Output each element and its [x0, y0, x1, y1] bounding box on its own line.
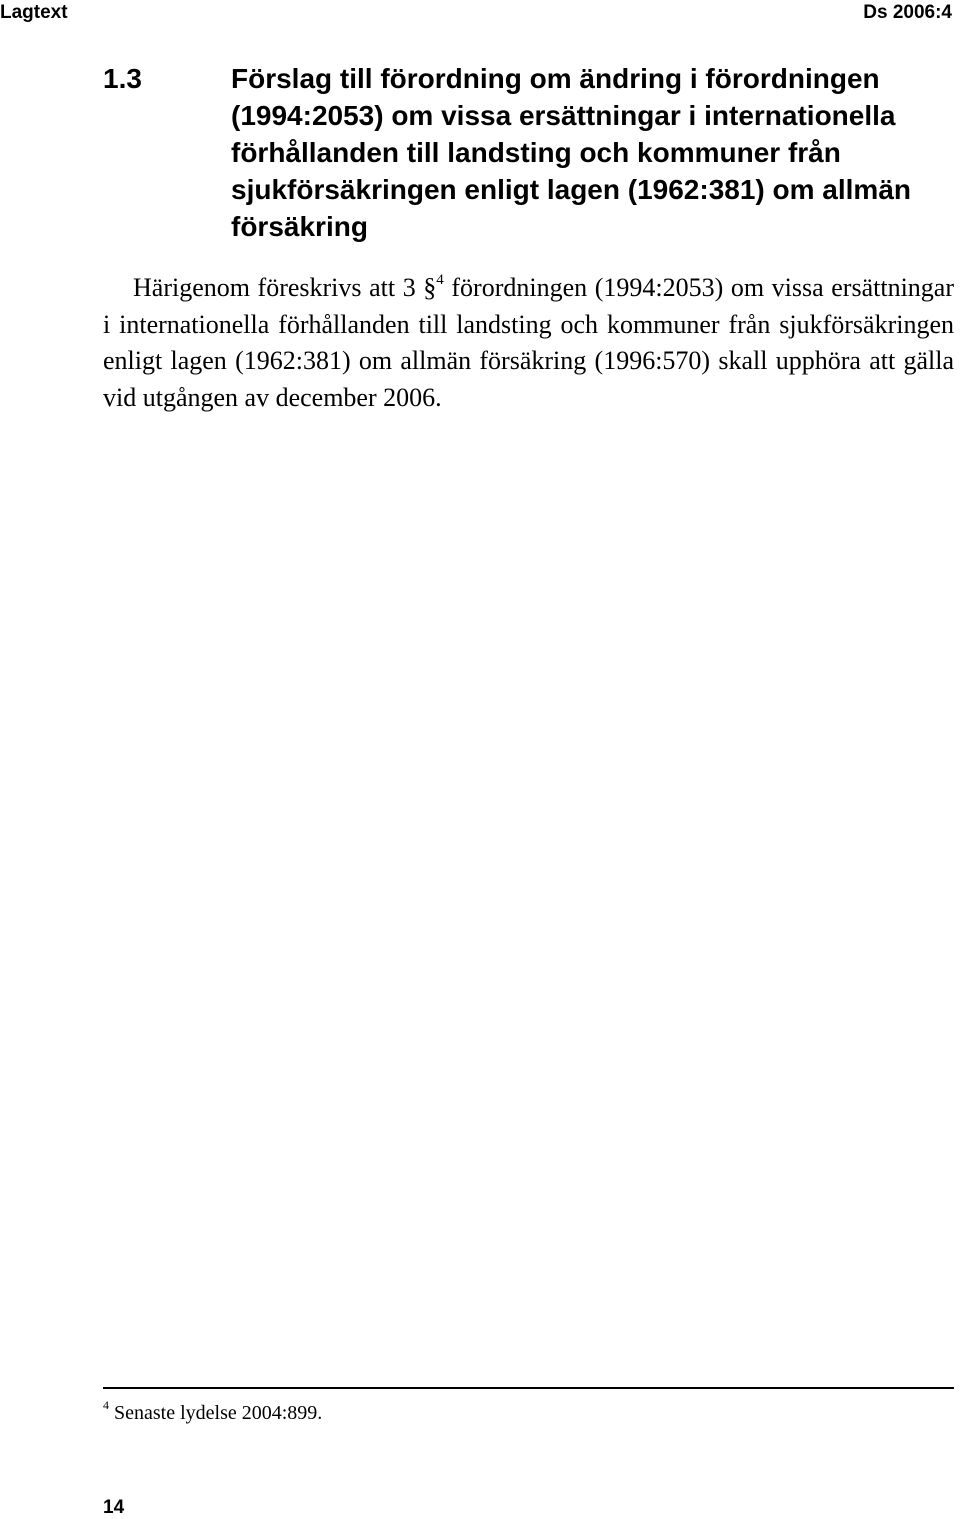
footnote-text: Senaste lydelse 2004:899. — [109, 1402, 323, 1424]
footnote-marker: 4 — [103, 1398, 109, 1413]
section-number: 1.3 — [103, 63, 142, 94]
page-number: 14 — [103, 1497, 125, 1518]
body-text-after: förordningen (1994:2053) om vissa ersättningar i internationella förhållanden till landsting och kommuner från sjukförsäkringen enligt lagen (1962:381) om allmän försäkring (1996:570) skall upphöra att gälla vid utgången av december 2006. — [103, 273, 954, 412]
running-header-left: Lagtext — [0, 2, 68, 23]
running-header-right: Ds 2006:4 — [863, 2, 952, 23]
body-text-before: Härigenom föreskrivs att 3 § — [133, 273, 437, 302]
footnote — [103, 1400, 322, 1426]
body-paragraph — [103, 270, 954, 416]
footnote-divider — [103, 1387, 954, 1389]
section-title: Förslag till förordning om ändring i förordningen (1994:2053) om vissa ersättningar i internationella förhållanden till landsting och kommuner från sjukförsäkringen enligt lagen (1962:381) om allmän försäkring — [231, 63, 911, 242]
footnote-reference: 4 — [436, 272, 444, 289]
